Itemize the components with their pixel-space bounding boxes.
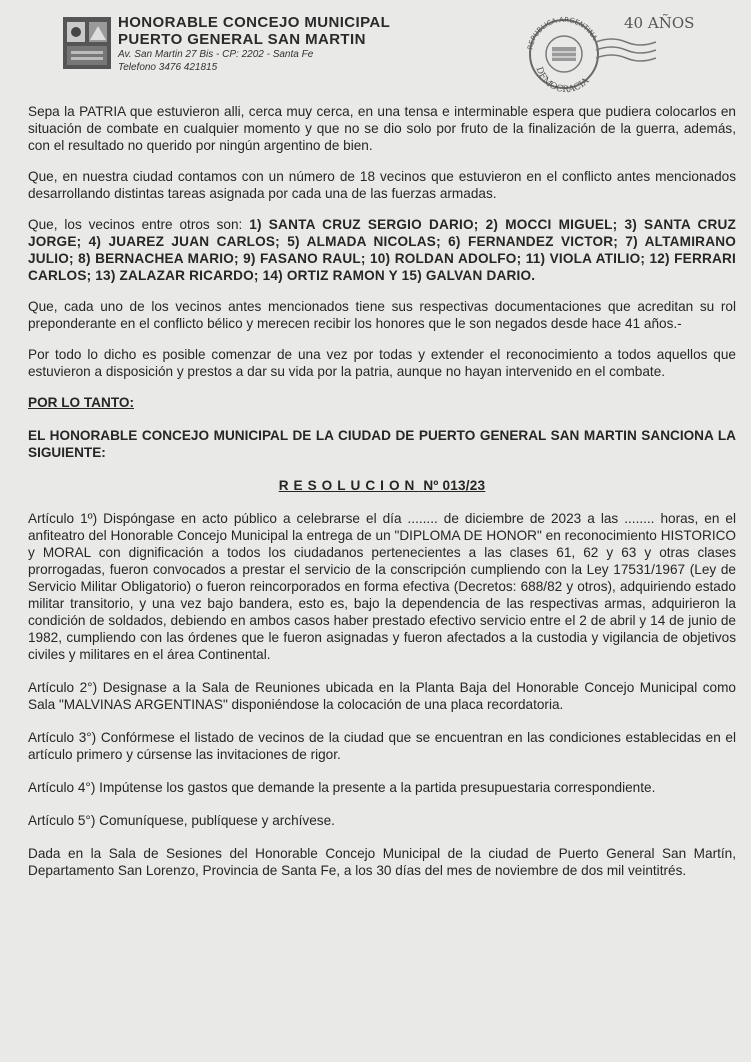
seal-years: 40 AÑOS <box>624 14 695 32</box>
article-3: Artículo 3°) Confórmese el listado de vecinos de la ciudad que se encuentran en las condiciones establecidas en el artículo primero y cúrsense las invitaciones de rigor. <box>28 730 736 762</box>
seal-bottom-text: DEMOCRACIA <box>533 65 592 96</box>
sanciona-heading: EL HONORABLE CONCEJO MUNICIPAL DE LA CIUDAD DE PUERTO GENERAL SAN MARTIN SANCIONA LA SIGUIENTE: <box>28 428 736 460</box>
document-body <box>28 103 736 893</box>
por-lo-tanto-heading: POR LO TANTO: <box>28 395 134 410</box>
article-1: Artículo 1º) Dispóngase en acto público a celebrarse el día ........ de diciembre de 2023 a las ........ horas, en el anfiteatro del Honorable Concejo Municipal la entrega de un "DIPLOMA DE HONOR" en reconocimiento HISTORICO y MORAL con dignificación a todos los ciudadanos pertenecientes a las clases 61, 62 y 63 y otras clases prorrogadas, fueron convocados a prestar el servicio de la conscripción cumpliendo con la Ley 17531/1967 (Ley de Servicio Militar Obligatorio) o fueron reincorporados en forma efectiva (Decretos: 688/82 y otros), adquiriendo estado militar transitorio, y una vez bajo bandera, esto es, bajo la dependencia de las respectivas armas, adquirieron la condición de soldados, debiendo en ambos casos haber prestado efectivo servicio entre el 2 de abril y 14 de junio de 1982, cumpliendo con las órdenes que le fueron asignadas y fueron afectados a la custodia y vigilancia de objetivos civiles y militares en el área Continental. <box>28 511 736 662</box>
letterhead-text <box>118 14 390 74</box>
article-2: Artículo 2°) Designase a la Sala de Reuniones ubicada en la Planta Baja del Honorable Concejo Municipal como Sala "MALVINAS ARGENTINAS" disponiéndose la colocación de una placa recordatoria. <box>28 680 736 712</box>
svg-text:REPUBLICA ARGENTINA <box>526 16 598 50</box>
header-title-1: HONORABLE CONCEJO MUNICIPAL <box>118 14 391 31</box>
paragraph-3 <box>28 216 736 284</box>
resolution-word: RESOLUCION <box>278 478 420 493</box>
resolution-number: Nº 013/23 <box>423 478 486 493</box>
letterhead <box>62 12 732 96</box>
paragraph-2: Que, en nuestra ciudad contamos con un número de 18 vecinos que estuvieron en el conflicto antes mencionados desarrollando distintas tareas asignada por cada una de las fuerzas armadas. <box>28 169 736 201</box>
paragraph-1: Sepa la PATRIA que estuvieron alli, cerca muy cerca, en una tensa e interminable espera que pudiera colocarlos en situación de combate en cualquier momento y que no se dio solo por fruto de la finalización de la guerra, además, con el resultado no querido por ningún argentino de bien. <box>28 104 736 153</box>
paragraph-3-intro: Que, los vecinos entre otros son: <box>28 217 250 232</box>
article-4: Artículo 4°) Impútense los gastos que demande la presente a la partida presupuestaria correspondiente. <box>28 780 656 795</box>
header-address: Av. San Martin 27 Bis - CP: 2202 - Santa Fe <box>118 49 314 60</box>
closing-paragraph: Dada en la Sala de Sesiones del Honorable Concejo Municipal de la ciudad de Puerto General San Martín, Departamento San Lorenzo, Provincia de Santa Fe, a los 30 días del mes de noviembre de dos mil veintitrés. <box>28 846 736 878</box>
resolution-title <box>28 477 736 494</box>
paragraph-4: Que, cada uno de los vecinos antes mencionados tiene sus respectivas documentaciones que acreditan su rol preponderante en el conflicto bélico y merecen recibir los honores que le son negados desde hace 41 años.- <box>28 299 736 331</box>
header-phone: Telefono 3476 421815 <box>118 62 218 73</box>
paragraph-5: Por todo lo dicho es posible comenzar de una vez por todas y extender el reconocimiento a todos aquellos que estuvieron a disposición y prestos a dar su vida por la patria, aunque no hayan intervenido en el combate. <box>28 347 736 379</box>
veterans-list: 1) SANTA CRUZ SERGIO DARIO; 2) MOCCI MIGUEL; 3) SANTA CRUZ JORGE; 4) JUAREZ JUAN CARLOS; 5) ALMADA NICOLAS; 6) FERNANDEZ VICTOR; 7) ALTAMIRANO JULIO; 8) BERNACHEA MARIO; 9) FASANO RAUL; 10) ROLDAN ADOLFO; 11) VIOLA ATILIO; 12) FERRARI CARLOS; 13) ZALAZAR RICARDO; 14) ORTIZ RAMON Y 15) GALVAN DARIO. <box>28 217 737 283</box>
municipal-logo-icon <box>62 16 112 70</box>
seal-top-text: REPUBLICA ARGENTINA <box>526 15 599 51</box>
header-title-2: PUERTO GENERAL SAN MARTIN <box>118 31 366 48</box>
svg-text:DEMOCRACIA <box>534 66 592 95</box>
article-5: Artículo 5°) Comuníquese, publíquese y archívese. <box>28 813 335 828</box>
